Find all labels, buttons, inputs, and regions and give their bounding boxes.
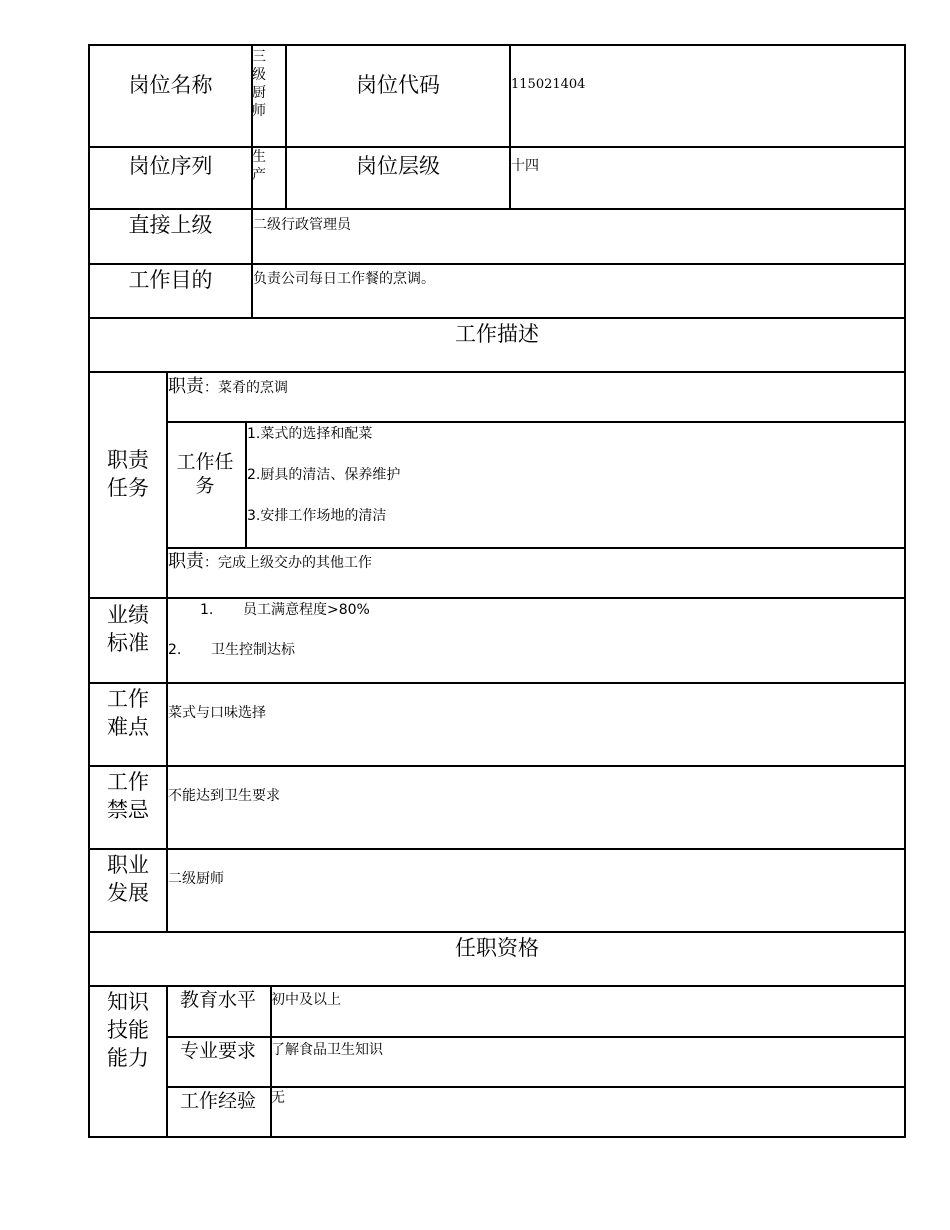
post-name-label: 岗位名称: [128, 73, 213, 97]
rule: [88, 848, 906, 850]
career-value: 二级厨师: [168, 871, 224, 887]
experience-label: 工作经验: [179, 1090, 256, 1112]
difficulty-label: 工作难点: [107, 687, 149, 739]
performance-1-text: 员工满意程度>80%: [243, 602, 370, 618]
rule: [88, 765, 906, 767]
education-label: 教育水平: [179, 989, 256, 1011]
rule: [285, 44, 287, 210]
post-level-label: 岗位层级: [356, 154, 440, 178]
duty-1: [168, 375, 288, 399]
rule: [88, 985, 906, 987]
post-series-value: 生产: [252, 149, 266, 183]
post-name-value: 三级厨师: [252, 49, 266, 119]
education-value: 初中及以上: [271, 992, 341, 1008]
performance-2-text: 卫生控制达标: [211, 642, 295, 658]
duties-label: 职责任务: [107, 448, 149, 500]
specialty-value: 了解食品卫生知识: [271, 1042, 383, 1058]
duty-2: [168, 550, 372, 574]
purpose-label: 工作目的: [128, 268, 213, 292]
task-1: 1.菜式的选择和配菜: [247, 426, 373, 442]
rule: [88, 931, 906, 933]
taboo-label: 工作禁忌: [107, 770, 149, 822]
task-2: 2.厨具的清洁、保养维护: [247, 467, 401, 483]
ksa-label: 知识技能能力: [107, 990, 149, 1070]
duty-2-prefix: 职责: [168, 551, 204, 572]
post-series-label: 岗位序列: [128, 154, 213, 178]
experience-value: 无: [271, 1090, 285, 1106]
rule: [88, 1136, 906, 1138]
qualification-title: 任职资格: [455, 936, 539, 960]
duty-2-text: ：完成上级交办的其他工作: [204, 555, 372, 571]
rule: [88, 682, 906, 684]
rule: [904, 44, 906, 1138]
rule: [88, 371, 906, 373]
difficulty-value: 菜式与口味选择: [168, 705, 266, 721]
duty-1-text: ：菜肴的烹调: [204, 380, 288, 396]
rule: [166, 1036, 906, 1038]
performance-1-num: 1.: [200, 602, 214, 618]
purpose-value: 负责公司每日工作餐的烹调。: [253, 271, 435, 287]
post-code-label: 岗位代码: [356, 73, 440, 97]
rule: [88, 208, 906, 210]
superior-value: 二级行政管理员: [253, 217, 351, 233]
job-description-table: [88, 44, 906, 1137]
superior-label: 直接上级: [128, 213, 213, 237]
post-level-value: 十四: [511, 158, 539, 174]
rule: [166, 1086, 906, 1088]
rule: [166, 547, 906, 549]
performance-2-num: 2.: [168, 642, 182, 658]
taboo-value: 不能达到卫生要求: [168, 788, 280, 804]
rule: [88, 44, 906, 46]
performance-label: 业绩标准: [107, 603, 149, 655]
rule: [88, 263, 906, 265]
career-label: 职业发展: [107, 853, 149, 905]
rule: [166, 421, 906, 423]
rule: [88, 597, 906, 599]
rule: [88, 44, 90, 1138]
rule: [88, 146, 906, 148]
task-3: 3.安排工作场地的清洁: [247, 508, 387, 524]
tasks-label: 工作任务: [176, 451, 234, 497]
rule: [509, 44, 511, 210]
rule: [88, 317, 906, 319]
post-code-value: 115021404: [511, 77, 586, 92]
specialty-label: 专业要求: [179, 1040, 256, 1062]
work-description-title: 工作描述: [455, 322, 539, 346]
duty-1-prefix: 职责: [168, 376, 204, 397]
